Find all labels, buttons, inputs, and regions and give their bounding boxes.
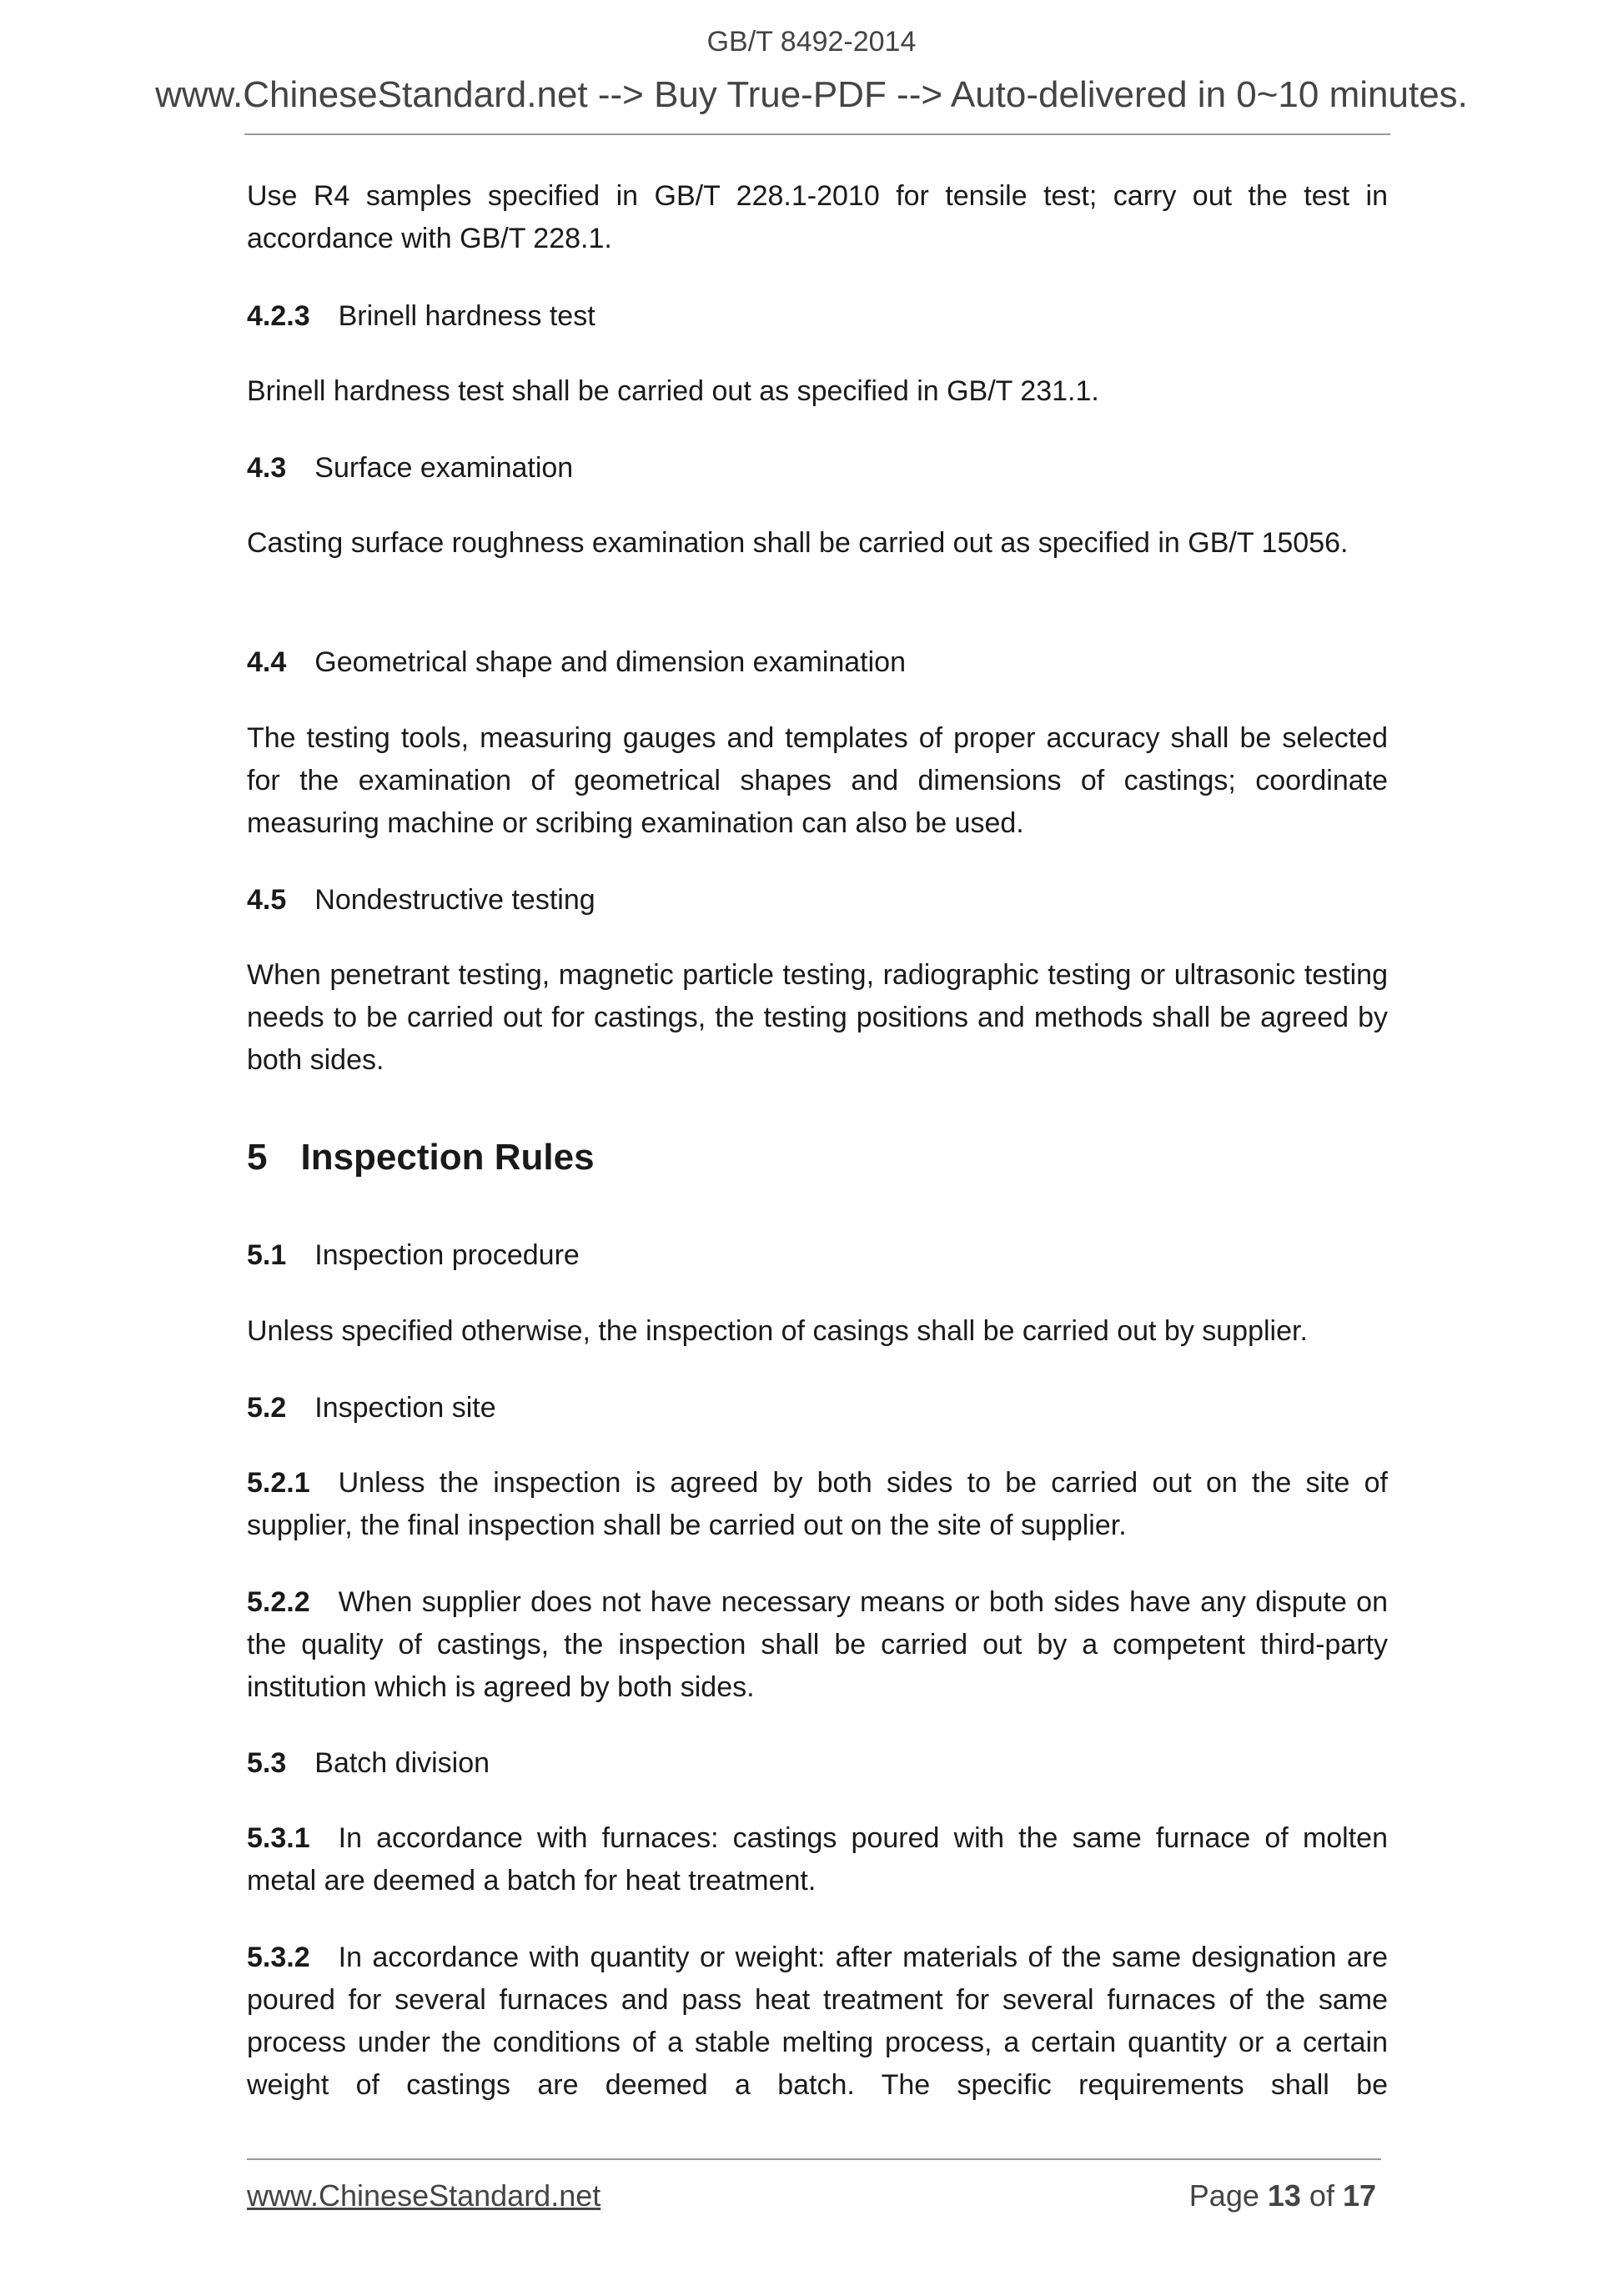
- subsection-heading: [247, 447, 1388, 490]
- clause-number: 5.2.1: [247, 1467, 310, 1499]
- clause-text: Geometrical shape and dimension examination: [314, 646, 907, 678]
- clause-text: Inspection site: [314, 1392, 496, 1424]
- subsection-heading: [247, 641, 1388, 684]
- clause-number: 5.3.2: [247, 1942, 310, 1973]
- clause-text: The testing tools, measuring gauges and templates of proper accuracy shall be selected for the examination of geometrical shapes and dimensions of castings; coordinate measuring machine or scribing examination can also be used.: [247, 722, 1388, 839]
- paragraph: [247, 1310, 1388, 1353]
- footer-link[interactable]: www.ChineseStandard.net: [247, 2178, 601, 2213]
- clause-number: 5: [247, 1137, 268, 1178]
- footer-divider: [247, 2158, 1381, 2160]
- clause-number: 4.2.3: [247, 300, 310, 332]
- standard-number: GB/T 8492-2014: [706, 26, 917, 58]
- header-banner: www.ChineseStandard.net --> Buy True-PDF --> Auto-delivered in 0~10 minutes.: [155, 74, 1468, 115]
- clause-text: Surface examination: [314, 452, 574, 484]
- clause-text: Brinell hardness test shall be carried out as specified in GB/T 231.1.: [247, 375, 1099, 407]
- page-prefix: Page: [1188, 2178, 1268, 2213]
- clause-number: 5.3.1: [247, 1822, 310, 1854]
- clause-number: 4.4: [247, 646, 287, 678]
- paragraph: [247, 1462, 1388, 1547]
- clause-number: 4.3: [247, 452, 287, 484]
- clause-number: 5.2: [247, 1392, 287, 1424]
- paragraph: [247, 1581, 1388, 1709]
- paragraph: [247, 1937, 1388, 2107]
- paragraph: [247, 370, 1388, 413]
- paragraph: [247, 1817, 1388, 1902]
- subsection-heading: [247, 1742, 1388, 1785]
- clause-text: Unless specified otherwise, the inspection of casings shall be carried out by supplier.: [247, 1315, 1308, 1347]
- clause-text: Inspection Rules: [300, 1137, 595, 1178]
- clause-text: Brinell hardness test: [338, 300, 595, 332]
- clause-text: Use R4 samples specified in GB/T 228.1-2010 for tensile test; carry out the test in accordance with GB/T 228.1.: [247, 180, 1388, 254]
- page-number: [1189, 2178, 1376, 2213]
- subsection-heading: [247, 1387, 1388, 1429]
- clause-text: When penetrant testing, magnetic particle testing, radiographic testing or ultrasonic testing needs to be carried out for castings, the testing positions and methods shall be agreed by both sides.: [247, 959, 1388, 1076]
- clause-text: Casting surface roughness examination shall be carried out as specified in GB/T 15056.: [247, 527, 1349, 559]
- paragraph: [247, 522, 1388, 565]
- paragraph: [247, 954, 1388, 1082]
- clause-text: In accordance with furnaces: castings poured with the same furnace of molten metal are deemed a batch for heat treatment.: [247, 1822, 1388, 1897]
- clause-text: In accordance with quantity or weight: after materials of the same designation are poured for several furnaces and pass heat treatment for several furnaces of the same process under the conditions of a stable melting process, a certain quantity or a certain weight of castings are deemed a batch. The specific requirements shall be: [247, 1942, 1388, 2101]
- clause-number: 5.1: [247, 1239, 287, 1271]
- total-pages: 17: [1342, 2178, 1376, 2213]
- subsection-heading: [247, 879, 1388, 922]
- subsection-heading: [247, 295, 1388, 338]
- current-page: 13: [1267, 2178, 1301, 2213]
- clause-text: Nondestructive testing: [314, 884, 595, 916]
- paragraph: [247, 717, 1388, 845]
- clause-number: 5.3: [247, 1747, 287, 1779]
- clause-number: 4.5: [247, 884, 287, 916]
- header-divider: [244, 133, 1390, 135]
- clause-number: 5.2.2: [247, 1586, 310, 1618]
- section-heading: [247, 1136, 1388, 1178]
- clause-text: Batch division: [314, 1747, 490, 1779]
- subsection-heading: [247, 1234, 1388, 1277]
- page-mid: of: [1300, 2178, 1343, 2213]
- paragraph: [247, 175, 1388, 260]
- clause-text: Inspection procedure: [314, 1239, 580, 1271]
- clause-text: Unless the inspection is agreed by both sides to be carried out on the site of supplier, the final inspection shall be carried out on the site of supplier.: [247, 1467, 1388, 1541]
- clause-text: When supplier does not have necessary means or both sides have any dispute on the quality of castings, the inspection shall be carried out by a competent third-party institution which is agreed by both sides.: [247, 1586, 1388, 1703]
